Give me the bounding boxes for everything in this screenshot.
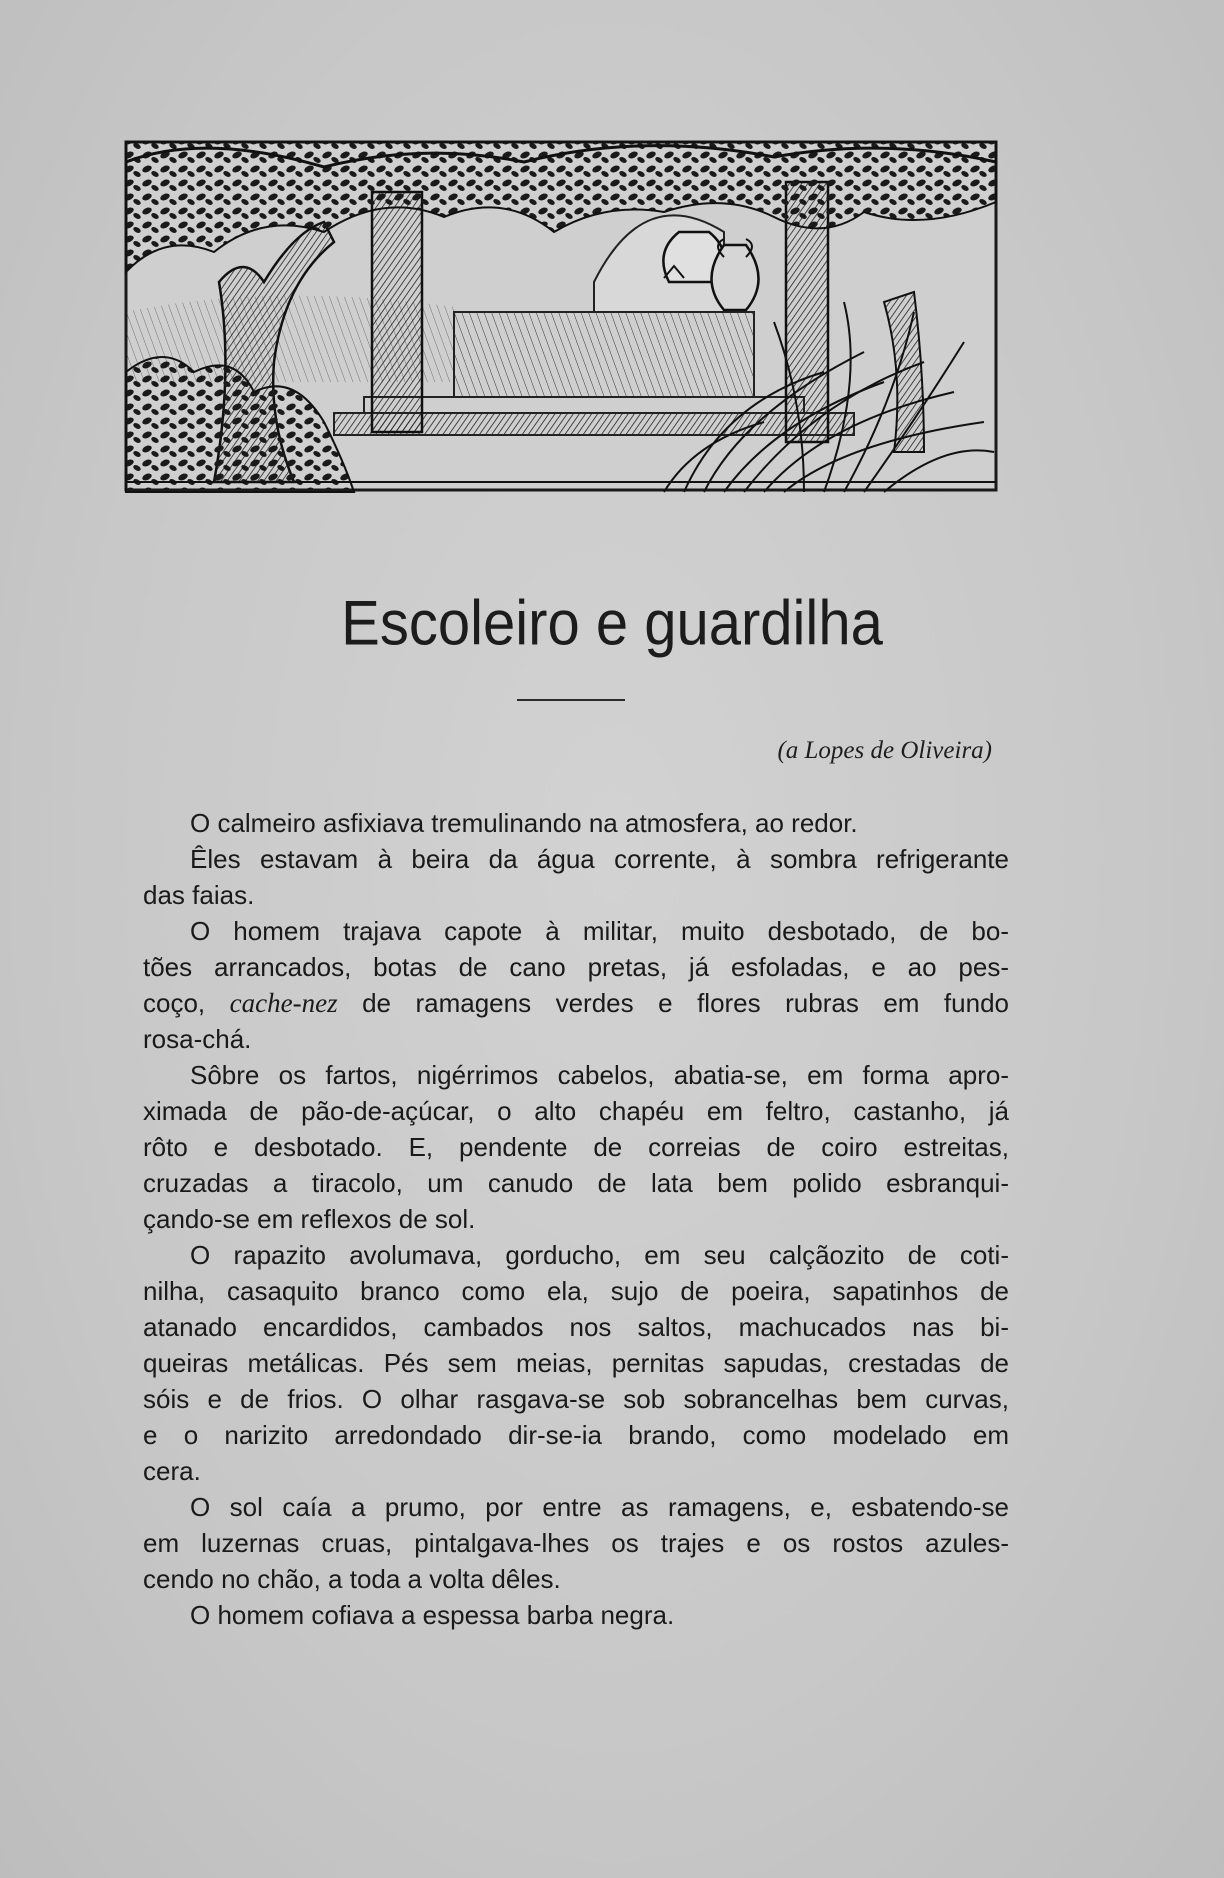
chapter-title: Escoleiro e guardilha <box>341 588 883 659</box>
text-line <box>143 985 1009 1021</box>
text-line: rôto e desbotado. E, pendente de correias de coiro estreitas, <box>143 1132 1009 1162</box>
text-line: cendo no chão, a toda a volta dêles. <box>143 1564 561 1594</box>
title-divider <box>517 699 625 701</box>
text-line: O homem trajava capote à militar, muito desbotado, de bo- <box>190 916 1009 946</box>
text-line: Sôbre os fartos, nigérrimos cabelos, abatia-se, em forma apro- <box>190 1060 1009 1090</box>
text-line: das faias. <box>143 880 255 910</box>
body-text <box>143 805 1009 1633</box>
text-line: ximada de pão-de-açúcar, o alto chapéu em feltro, castanho, já <box>143 1096 1009 1126</box>
text-line: queiras metálicas. Pés sem meias, pernitas sapudas, crestadas de <box>143 1348 1009 1378</box>
text-run: coço, <box>143 988 230 1018</box>
text-line: O calmeiro asfixiava tremulinando na atmosfera, ao redor. <box>190 808 858 838</box>
garden-engraving-illustration <box>124 122 1000 494</box>
text-line: sóis e de frios. O olhar rasgava-se sob sobrancelhas bem curvas, <box>143 1384 1009 1414</box>
text-run: de ramagens verdes e flores rubras em fundo <box>337 988 1009 1018</box>
text-line: rosa-chá. <box>143 1024 252 1054</box>
text-line: O sol caía a prumo, por entre as ramagens, e, esbatendo-se <box>190 1492 1009 1522</box>
italic-term: cache-nez <box>229 988 338 1018</box>
text-line: Êles estavam à beira da água corrente, à sombra refrigerante <box>190 844 1009 874</box>
text-line: tões arrancados, botas de cano pretas, já esfoladas, e ao pes- <box>143 952 1009 982</box>
text-line: nilha, casaquito branco como ela, sujo de poeira, sapatinhos de <box>143 1276 1009 1306</box>
dedication-byline: (a Lopes de Oliveira) <box>777 737 992 764</box>
engraving-art <box>124 122 1000 494</box>
text-line: çando-se em reflexos de sol. <box>143 1204 476 1234</box>
text-line: O homem cofiava a espessa barba negra. <box>190 1600 675 1630</box>
text-line: cera. <box>143 1456 201 1486</box>
text-line: atanado encardidos, cambados nos saltos, machucados nas bi- <box>143 1312 1009 1342</box>
text-line: O rapazito avolumava, gorducho, em seu calçãozito de coti- <box>190 1240 1009 1270</box>
text-line: cruzadas a tiracolo, um canudo de lata bem polido esbranqui- <box>143 1168 1009 1198</box>
text-line: e o narizito arredondado dir-se-ia brando, como modelado em <box>143 1420 1009 1450</box>
text-line: em luzernas cruas, pintalgava-lhes os trajes e os rostos azules- <box>143 1528 1009 1558</box>
